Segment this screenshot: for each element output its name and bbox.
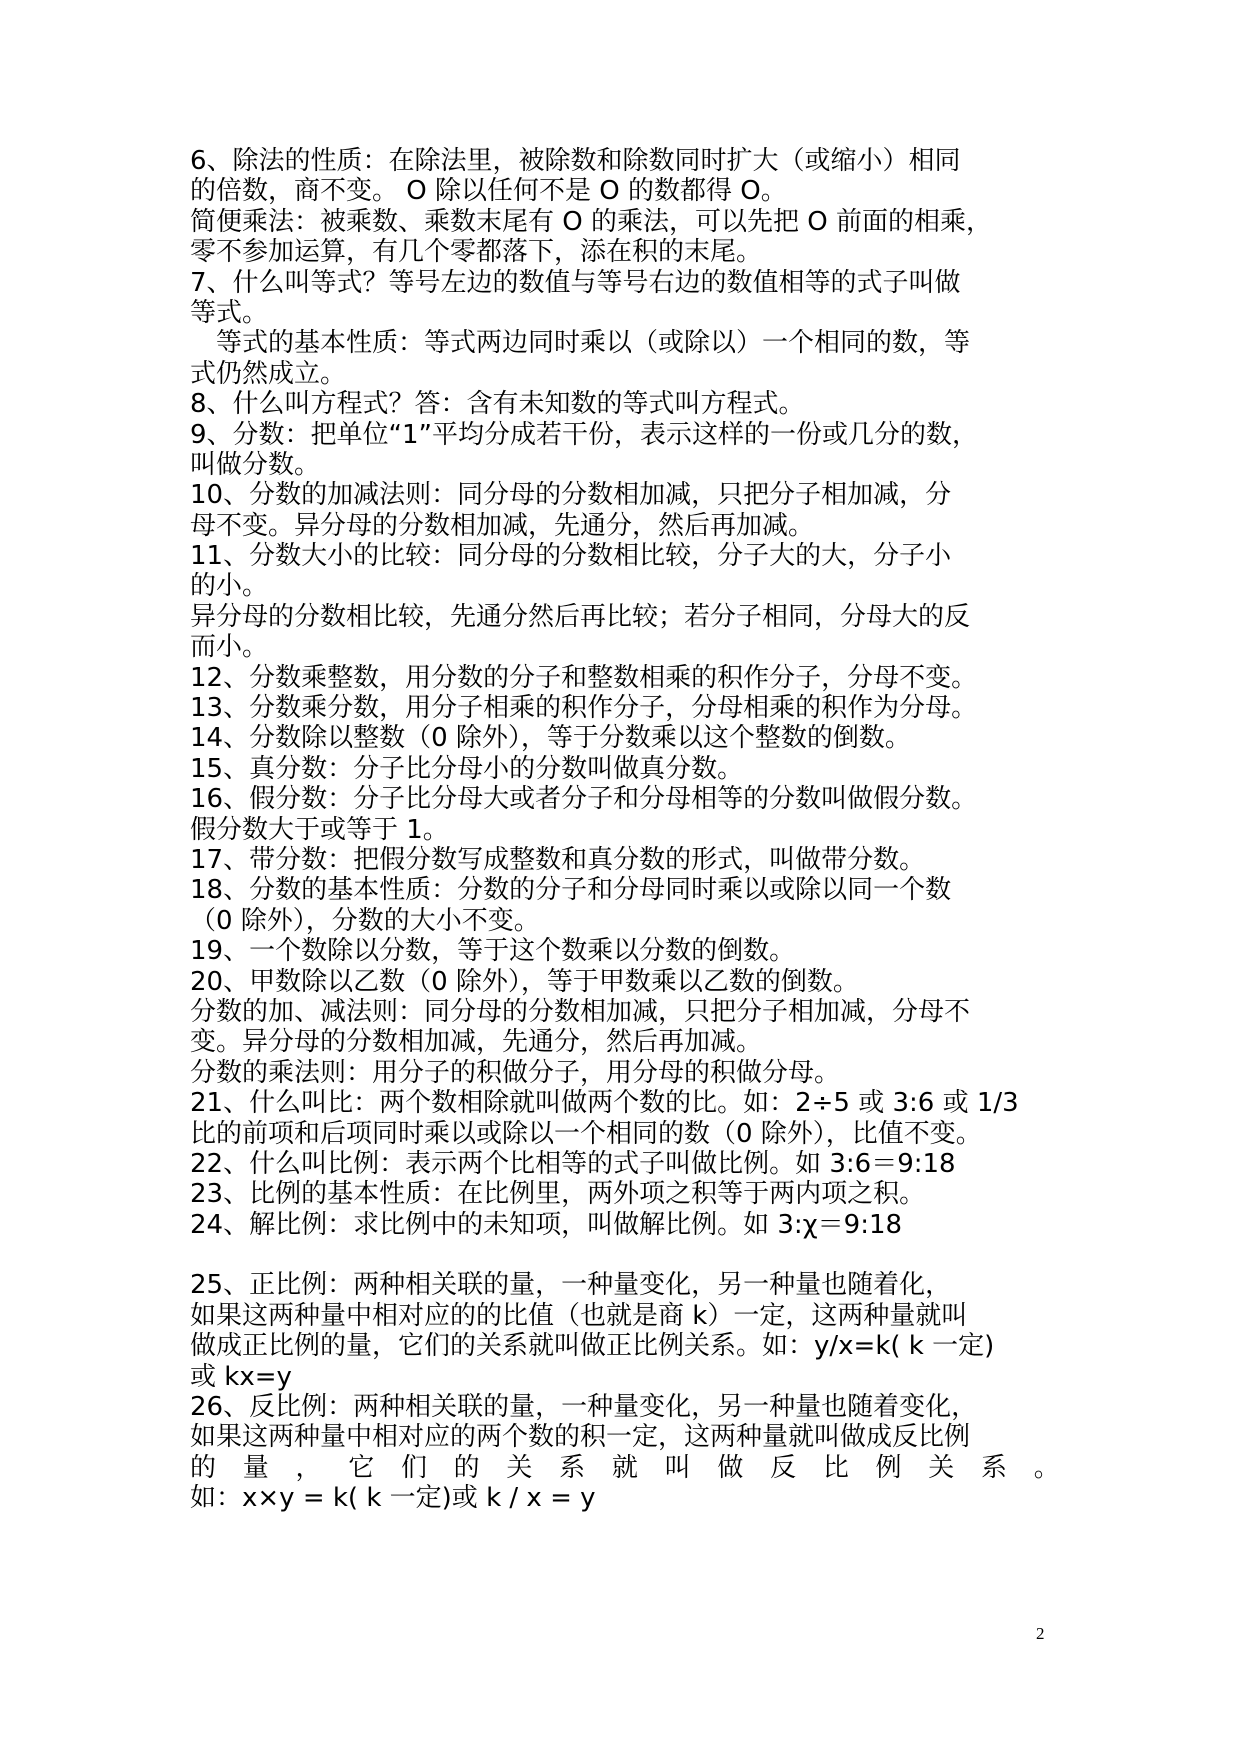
text-line: 或 kx=y bbox=[190, 1361, 292, 1392]
text-line: 6、除法的性质：在除法里，被除数和除数同时扩大（或缩小）相同 bbox=[190, 146, 961, 176]
text-line: 异分母的分数相比较，先通分然后再比较；若分子相同，分母大的反 bbox=[190, 601, 971, 632]
text-line: 26、反比例：两种相关联的量，一种量变化，另一种量也随着变化， bbox=[190, 1392, 978, 1423]
text-line: 7、什么叫等式？等号左边的数值与等号右边的数值相等的式子叫做 bbox=[190, 267, 961, 298]
justified-word: ， bbox=[295, 1452, 322, 1483]
text-line: 简便乘法：被乘数、乘数末尾有 O 的乘法，可以先把 O 前面的相乘， bbox=[190, 206, 992, 237]
justified-word: 们 bbox=[400, 1452, 427, 1483]
text-line: 等式的基本性质：等式两边同时乘以（或除以）一个相同的数，等 bbox=[216, 328, 971, 359]
text-line: 而小。 bbox=[190, 632, 269, 663]
justified-word: 关 bbox=[928, 1452, 955, 1483]
text-line: 21、什么叫比：两个数相除就叫做两个数的比。如：2÷5 或 3:6 或 1/3 bbox=[190, 1088, 1019, 1119]
page-number: 2 bbox=[1036, 1624, 1045, 1643]
justified-word: 的 bbox=[190, 1452, 217, 1483]
text-line: 22、什么叫比例：表示两个比相等的式子叫做比例。如 3:6＝9:18 bbox=[190, 1148, 956, 1179]
text-line: 如：x×y = k( k 一定)或 k / x = y bbox=[190, 1483, 596, 1514]
justified-word: 关 bbox=[506, 1452, 533, 1483]
text-line: 的倍数，商不变。 O 除以任何不是 O 的数都得 O。 bbox=[190, 176, 787, 207]
text-line: 分数的加、减法则：同分母的分数相加减，只把分子相加减，分母不 bbox=[190, 996, 971, 1027]
text-line: 17、带分数：把假分数写成整数和真分数的形式，叫做带分数。 bbox=[190, 844, 926, 875]
text-line: 12、分数乘整数，用分数的分子和整数相乘的积作分子，分母不变。 bbox=[190, 662, 978, 693]
justified-text-line bbox=[190, 1453, 1060, 1483]
justified-word: 的 bbox=[453, 1452, 480, 1483]
justified-word: 量 bbox=[242, 1452, 269, 1483]
text-line: 的小。 bbox=[190, 571, 269, 602]
text-line: 9、分数：把单位“1”平均分成若干份，表示这样的一份或几分的数， bbox=[190, 419, 979, 450]
text-line: 19、一个数除以分数，等于这个数乘以分数的倒数。 bbox=[190, 936, 796, 967]
text-line: 13、分数乘分数，用分子相乘的积作分子，分母相乘的积作为分母。 bbox=[190, 693, 978, 724]
justified-word: 比 bbox=[822, 1452, 849, 1483]
text-line: 18、分数的基本性质：分数的分子和分母同时乘以或除以同一个数 bbox=[190, 875, 952, 906]
text-line: 8、什么叫方程式？答：含有未知数的等式叫方程式。 bbox=[190, 389, 805, 420]
text-line: 如果这两种量中相对应的两个数的积一定，这两种量就叫做成反比例 bbox=[190, 1422, 971, 1453]
text-line: 变。异分母的分数相加减，先通分，然后再加减。 bbox=[190, 1027, 763, 1058]
document-body bbox=[190, 146, 1060, 1514]
text-line: 等式。 bbox=[190, 297, 269, 328]
blank-line bbox=[190, 1240, 1060, 1270]
justified-word: 做 bbox=[717, 1452, 744, 1483]
text-line: 如果这两种量中相对应的的比值（也就是商 k）一定，这两种量就叫 bbox=[190, 1300, 968, 1331]
text-line: 10、分数的加减法则：同分母的分数相加减，只把分子相加减，分 bbox=[190, 480, 952, 511]
justified-word: 系 bbox=[981, 1452, 1008, 1483]
text-line: 比的前项和后项同时乘以或除以一个相同的数（0 除外），比值不变。 bbox=[190, 1118, 982, 1149]
text-line: 母不变。异分母的分数相加减，先通分，然后再加减。 bbox=[190, 510, 815, 541]
text-line: 分数的乘法则：用分子的积做分子，用分母的积做分母。 bbox=[190, 1057, 841, 1088]
text-line: 16、假分数：分子比分母大或者分子和分母相等的分数叫做假分数。 bbox=[190, 784, 978, 815]
text-line: 14、分数除以整数（0 除外），等于分数乘以这个整数的倒数。 bbox=[190, 723, 911, 754]
justified-word: 例 bbox=[875, 1452, 902, 1483]
text-line: 15、真分数：分子比分母小的分数叫做真分数。 bbox=[190, 753, 744, 784]
text-line: 25、正比例：两种相关联的量，一种量变化，另一种量也随着化， bbox=[190, 1270, 952, 1301]
text-line: 叫做分数。 bbox=[190, 449, 321, 480]
text-line: 11、分数大小的比较：同分母的分数相比较，分子大的大，分子小 bbox=[190, 541, 952, 572]
justified-word: 。 bbox=[1033, 1452, 1060, 1483]
text-line: （0 除外），分数的大小不变。 bbox=[190, 905, 540, 936]
text-line: 零不参加运算，有几个零都落下，添在积的末尾。 bbox=[190, 237, 763, 268]
justified-word: 系 bbox=[559, 1452, 586, 1483]
text-line: 假分数大于或等于 1。 bbox=[190, 814, 449, 845]
text-line: 做成正比例的量，它们的关系就叫做正比例关系。如：y/x=k( k 一定) bbox=[190, 1331, 995, 1362]
justified-word: 叫 bbox=[664, 1452, 691, 1483]
text-line: 24、解比例：求比例中的未知项，叫做解比例。如 3:χ＝9:18 bbox=[190, 1209, 903, 1240]
text-line: 23、比例的基本性质：在比例里，两外项之积等于两内项之积。 bbox=[190, 1179, 926, 1210]
justified-word: 反 bbox=[770, 1452, 797, 1483]
justified-word: 它 bbox=[348, 1452, 375, 1483]
text-line: 式仍然成立。 bbox=[190, 358, 347, 389]
text-line: 20、甲数除以乙数（0 除外），等于甲数乘以乙数的倒数。 bbox=[190, 966, 859, 997]
justified-word: 就 bbox=[611, 1452, 638, 1483]
